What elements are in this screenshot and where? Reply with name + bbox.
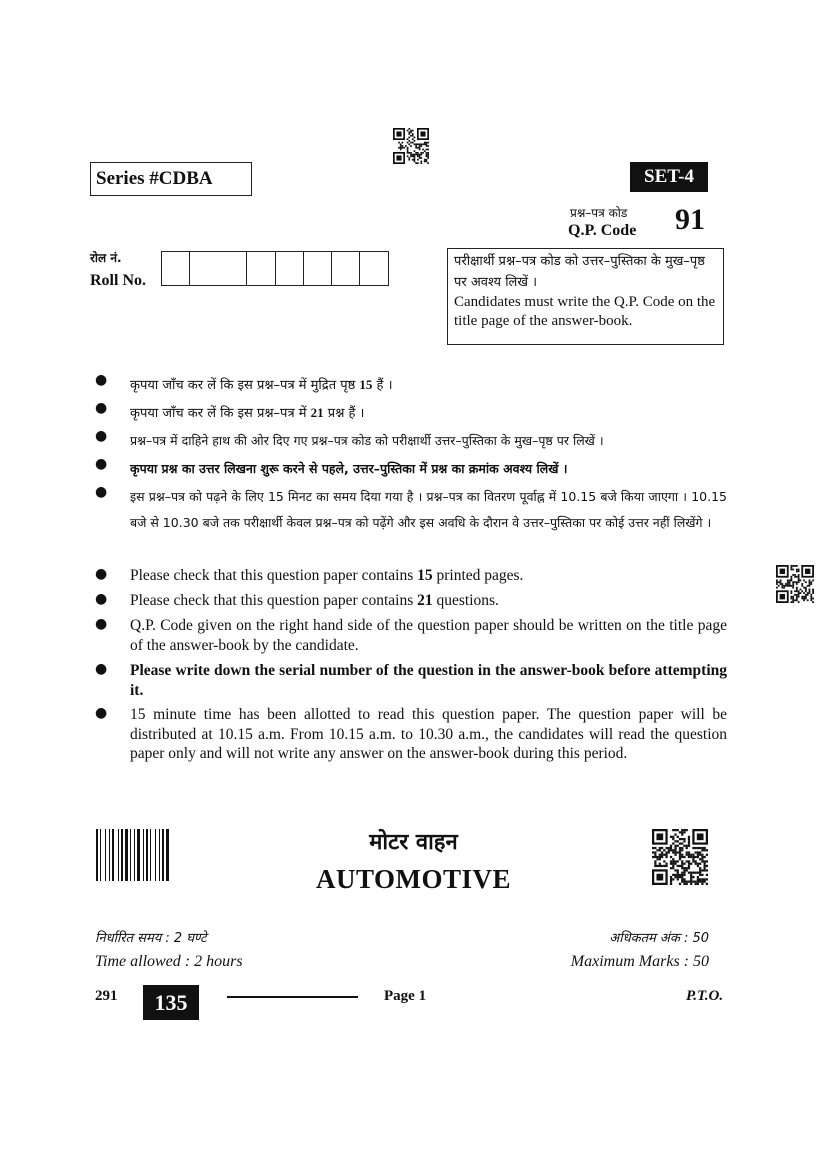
- qr-code-side: [776, 565, 814, 603]
- divider: [227, 996, 358, 998]
- qr-code-top: [393, 128, 429, 164]
- qr-code-bottom: [652, 829, 708, 885]
- subject-code: 291: [95, 988, 118, 1004]
- pto-label: P.T.O.: [686, 988, 724, 1004]
- subject-title: AUTOMOTIVE: [315, 864, 512, 894]
- bullet-icon: ●: [95, 428, 108, 444]
- subject-title-hindi: मोटर वाहन: [369, 830, 458, 855]
- notice-english: Candidates must write the Q.P. Code on the title page of the answer-book.: [454, 294, 716, 329]
- bullet-icon: ●: [95, 566, 108, 582]
- roll-box[interactable]: [247, 252, 276, 285]
- maximum-marks: Maximum Marks : 50: [570, 953, 709, 970]
- paper-number-badge: 135: [143, 985, 199, 1020]
- roll-box[interactable]: [276, 252, 304, 285]
- qp-code-label: Q.P. Code: [568, 222, 637, 239]
- roll-box[interactable]: [304, 252, 332, 285]
- set-badge: SET-4: [630, 162, 708, 192]
- roll-box[interactable]: [162, 252, 190, 285]
- maximum-marks-hindi: अधिकतम अंक : 50: [609, 931, 709, 946]
- qp-code-number: 91: [675, 203, 705, 236]
- bullet-icon: ●: [95, 456, 108, 472]
- time-allowed: Time allowed : 2 hours: [95, 953, 243, 970]
- qp-code-label-hindi: प्रश्न–पत्र कोड: [570, 206, 628, 220]
- roll-box[interactable]: [360, 252, 388, 285]
- bullet-icon: ●: [95, 372, 108, 388]
- bullet-icon: ●: [95, 591, 108, 607]
- time-allowed-hindi: निर्धारित समय : 2 घण्टे: [95, 931, 207, 946]
- page-number: Page 1: [384, 988, 427, 1004]
- bullet-icon: ●: [95, 661, 108, 677]
- roll-box[interactable]: [332, 252, 360, 285]
- notice-hindi: परीक्षार्थी प्रश्न–पत्र कोड को उत्तर–पुस्तिका के मुख–पृष्ठ पर अवश्य लिखें ।: [454, 254, 705, 290]
- series-label: Series #CDBA: [90, 162, 252, 196]
- roll-number-label-hindi: रोल नं.: [90, 251, 122, 265]
- bullet-icon: ●: [95, 616, 108, 632]
- roll-number-label: Roll No.: [90, 272, 146, 289]
- qp-code-notice-box: [447, 248, 724, 345]
- roll-number-boxes[interactable]: [161, 251, 389, 286]
- roll-box[interactable]: [190, 252, 247, 285]
- bullet-icon: ●: [95, 484, 108, 500]
- bullet-icon: ●: [95, 705, 108, 721]
- bullet-icon: ●: [95, 400, 108, 416]
